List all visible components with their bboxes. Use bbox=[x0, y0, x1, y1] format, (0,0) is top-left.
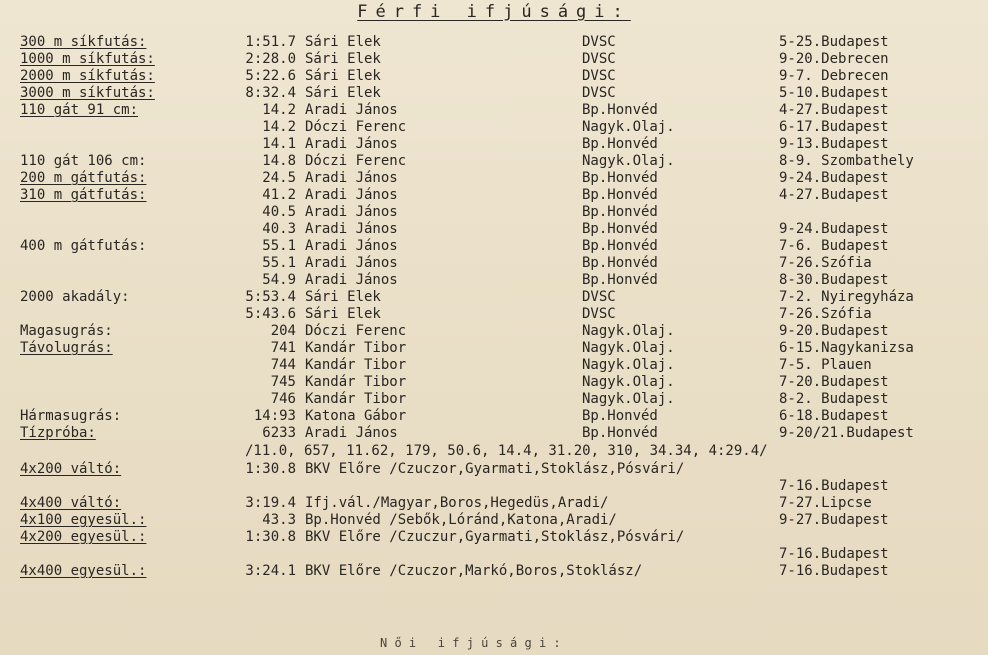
club-name: Bp.Honvéd bbox=[582, 272, 658, 288]
date-place: 7-26.Szófia bbox=[779, 306, 872, 322]
club-name: Bp.Honvéd bbox=[582, 204, 658, 220]
date-place: 7-16.Budapest bbox=[779, 563, 889, 579]
athlete-name: Aradi János bbox=[305, 272, 398, 288]
date-place: 9-27.Budapest bbox=[779, 512, 889, 528]
record-row bbox=[0, 154, 988, 168]
date-place: 9-13.Budapest bbox=[779, 136, 889, 152]
athlete-name: Aradi János bbox=[305, 204, 398, 220]
date-place: 9-20/21.Budapest bbox=[779, 425, 914, 441]
event-label: Hármasugrás: bbox=[20, 408, 122, 424]
result-value: 1:51.7 bbox=[245, 34, 296, 50]
club-name: Bp.Honvéd bbox=[582, 170, 658, 186]
result-value: 55.1 bbox=[262, 255, 296, 271]
event-label: Tízpróba: bbox=[20, 425, 96, 441]
relay-event-label: 4x400 egyesül.: bbox=[20, 563, 147, 579]
record-row bbox=[0, 171, 988, 185]
athlete-name: Kandár Tibor bbox=[305, 374, 407, 390]
club-name: DVSC bbox=[582, 34, 616, 50]
event-label: 110 gát 106 cm: bbox=[20, 153, 147, 169]
relay-result: 1:30.8 bbox=[245, 461, 296, 477]
athlete-name: Dóczi Ferenc bbox=[305, 153, 407, 169]
date-place: 9-24.Budapest bbox=[779, 221, 889, 237]
relay-row bbox=[0, 513, 988, 527]
club-name: Nagyk.Olaj. bbox=[582, 153, 675, 169]
date-place: 8-30.Budapest bbox=[779, 272, 889, 288]
athlete-name: Aradi János bbox=[305, 187, 398, 203]
athlete-name: Sári Elek bbox=[305, 306, 381, 322]
relay-team: BKV Előre /Czuczor,Markó,Boros,Stoklász/ bbox=[305, 563, 643, 579]
date-place: 4-27.Budapest bbox=[779, 102, 889, 118]
record-row bbox=[0, 222, 988, 236]
result-value: 2:28.0 bbox=[245, 51, 296, 67]
athlete-name: Sári Elek bbox=[305, 34, 381, 50]
relay-result: 3:24.1 bbox=[245, 563, 296, 579]
date-place: 7-27.Lipcse bbox=[779, 495, 872, 511]
club-name: Bp.Honvéd bbox=[582, 238, 658, 254]
record-row bbox=[0, 52, 988, 66]
section-title: Férfi ifjúsági: bbox=[357, 2, 631, 22]
event-label: 110 gát 91 cm: bbox=[20, 102, 139, 118]
athlete-name: Aradi János bbox=[305, 238, 398, 254]
athlete-name: Dóczi Ferenc bbox=[305, 323, 407, 339]
date-place: 7-16.Budapest bbox=[779, 478, 889, 494]
event-label: 300 m síkfutás: bbox=[20, 34, 147, 50]
club-name: Bp.Honvéd bbox=[582, 255, 658, 271]
date-place: 7-2. Nyiregyháza bbox=[779, 289, 914, 305]
result-value: 741 bbox=[270, 340, 296, 356]
relay-event-label: 4x400 váltó: bbox=[20, 495, 122, 511]
club-name: Bp.Honvéd bbox=[582, 136, 658, 152]
club-name: Nagyk.Olaj. bbox=[582, 119, 675, 135]
club-name: Bp.Honvéd bbox=[582, 102, 658, 118]
next-section-fragment: N ő i i f j ú s á g i : bbox=[380, 636, 561, 650]
date-place: 7-16.Budapest bbox=[779, 546, 889, 562]
relay-team: BKV Előre /Czuczur,Gyarmati,Stoklász,Pósvári/ bbox=[305, 529, 685, 545]
date-place: 9-20.Debrecen bbox=[779, 51, 889, 67]
relay-event-label: 4x200 egyesül.: bbox=[20, 529, 147, 545]
relay-row bbox=[0, 479, 988, 493]
club-name: DVSC bbox=[582, 51, 616, 67]
record-row bbox=[0, 307, 988, 321]
date-place: 7-20.Budapest bbox=[779, 374, 889, 390]
athlete-name: Katona Gábor bbox=[305, 408, 407, 424]
date-place: 7-26.Szófia bbox=[779, 255, 872, 271]
result-value: 744 bbox=[270, 357, 296, 373]
record-row bbox=[0, 239, 988, 253]
result-value: 14:93 bbox=[253, 408, 296, 424]
record-row bbox=[0, 358, 988, 372]
relay-team: BKV Előre /Czuczor,Gyarmati,Stoklász,Pósvári/ bbox=[305, 461, 685, 477]
club-name: Nagyk.Olaj. bbox=[582, 340, 675, 356]
result-value: 6233 bbox=[262, 425, 296, 441]
date-place: 9-24.Budapest bbox=[779, 170, 889, 186]
event-label: 2000 akadály: bbox=[20, 289, 130, 305]
athlete-name: Aradi János bbox=[305, 102, 398, 118]
club-name: Bp.Honvéd bbox=[582, 408, 658, 424]
record-row bbox=[0, 205, 988, 219]
date-place: 9-20.Budapest bbox=[779, 323, 889, 339]
event-label: Magasugrás: bbox=[20, 323, 113, 339]
result-value: 8:32.4 bbox=[245, 85, 296, 101]
club-name: Bp.Honvéd bbox=[582, 221, 658, 237]
relay-team: Bp.Honvéd /Sebők,Lóránd,Katona,Aradi/ bbox=[305, 512, 617, 528]
record-row bbox=[0, 188, 988, 202]
date-place: 8-2. Budapest bbox=[779, 391, 889, 407]
decathlon-splits-row bbox=[0, 444, 988, 458]
result-value: 41.2 bbox=[262, 187, 296, 203]
result-value: 204 bbox=[270, 323, 296, 339]
athlete-name: Sári Elek bbox=[305, 85, 381, 101]
result-value: 40.3 bbox=[262, 221, 296, 237]
athlete-name: Aradi János bbox=[305, 425, 398, 441]
club-name: Nagyk.Olaj. bbox=[582, 357, 675, 373]
date-place: 8-9. Szombathely bbox=[779, 153, 914, 169]
club-name: Bp.Honvéd bbox=[582, 425, 658, 441]
athlete-name: Kandár Tibor bbox=[305, 357, 407, 373]
result-value: 5:53.4 bbox=[245, 289, 296, 305]
relay-team: Ifj.vál./Magyar,Boros,Hegedüs,Aradi/ bbox=[305, 495, 609, 511]
club-name: Nagyk.Olaj. bbox=[582, 323, 675, 339]
athlete-name: Aradi János bbox=[305, 221, 398, 237]
relay-result: 1:30.8 bbox=[245, 529, 296, 545]
record-row bbox=[0, 137, 988, 151]
club-name: Nagyk.Olaj. bbox=[582, 391, 675, 407]
record-row bbox=[0, 324, 988, 338]
athlete-name: Sári Elek bbox=[305, 289, 381, 305]
event-label: 1000 m síkfutás: bbox=[20, 51, 155, 67]
date-place: 4-27.Budapest bbox=[779, 187, 889, 203]
relay-row bbox=[0, 547, 988, 561]
result-value: 54.9 bbox=[262, 272, 296, 288]
record-row bbox=[0, 256, 988, 270]
record-row bbox=[0, 273, 988, 287]
record-row bbox=[0, 120, 988, 134]
record-row bbox=[0, 392, 988, 406]
result-value: 14.2 bbox=[262, 102, 296, 118]
relay-event-label: 4x100 egyesül.: bbox=[20, 512, 147, 528]
record-row bbox=[0, 290, 988, 304]
record-row bbox=[0, 35, 988, 49]
result-value: 5:22.6 bbox=[245, 68, 296, 84]
result-value: 14.2 bbox=[262, 119, 296, 135]
relay-result: 43.3 bbox=[262, 512, 296, 528]
relay-row bbox=[0, 564, 988, 578]
athlete-name: Dóczi Ferenc bbox=[305, 119, 407, 135]
club-name: DVSC bbox=[582, 289, 616, 305]
record-row bbox=[0, 341, 988, 355]
date-place: 5-10.Budapest bbox=[779, 85, 889, 101]
result-value: 40.5 bbox=[262, 204, 296, 220]
relay-event-label: 4x200 váltó: bbox=[20, 461, 122, 477]
result-value: 746 bbox=[270, 391, 296, 407]
date-place: 5-25.Budapest bbox=[779, 34, 889, 50]
result-value: 745 bbox=[270, 374, 296, 390]
event-label: Távolugrás: bbox=[20, 340, 113, 356]
date-place: 7-6. Budapest bbox=[779, 238, 889, 254]
date-place: 6-18.Budapest bbox=[779, 408, 889, 424]
record-row bbox=[0, 69, 988, 83]
athlete-name: Aradi János bbox=[305, 255, 398, 271]
record-row bbox=[0, 409, 988, 423]
record-row bbox=[0, 86, 988, 100]
athlete-name: Aradi János bbox=[305, 136, 398, 152]
club-name: DVSC bbox=[582, 85, 616, 101]
date-place: 7-5. Plauen bbox=[779, 357, 872, 373]
record-row bbox=[0, 426, 988, 440]
result-value: 14.8 bbox=[262, 153, 296, 169]
relay-result: 3:19.4 bbox=[245, 495, 296, 511]
result-value: 5:43.6 bbox=[245, 306, 296, 322]
record-row bbox=[0, 103, 988, 117]
event-label: 200 m gátfutás: bbox=[20, 170, 147, 186]
event-label: 3000 m síkfutás: bbox=[20, 85, 155, 101]
relay-row bbox=[0, 530, 988, 544]
athlete-name: Kandár Tibor bbox=[305, 391, 407, 407]
event-label: 400 m gátfutás: bbox=[20, 238, 147, 254]
club-name: Bp.Honvéd bbox=[582, 187, 658, 203]
date-place: 6-15.Nagykanizsa bbox=[779, 340, 914, 356]
relay-row bbox=[0, 462, 988, 476]
date-place: 9-7. Debrecen bbox=[779, 68, 889, 84]
record-row bbox=[0, 375, 988, 389]
decathlon-splits: /11.0, 657, 11.62, 179, 50.6, 14.4, 31.20, 310, 34.34, 4:29.4/ bbox=[245, 443, 768, 459]
athlete-name: Aradi János bbox=[305, 170, 398, 186]
result-value: 14.1 bbox=[262, 136, 296, 152]
athlete-name: Kandár Tibor bbox=[305, 340, 407, 356]
club-name: DVSC bbox=[582, 68, 616, 84]
date-place: 6-17.Budapest bbox=[779, 119, 889, 135]
event-label: 2000 m síkfutás: bbox=[20, 68, 155, 84]
club-name: DVSC bbox=[582, 306, 616, 322]
athlete-name: Sári Elek bbox=[305, 68, 381, 84]
event-label: 310 m gátfutás: bbox=[20, 187, 147, 203]
relay-row bbox=[0, 496, 988, 510]
athlete-name: Sári Elek bbox=[305, 51, 381, 67]
result-value: 55.1 bbox=[262, 238, 296, 254]
result-value: 24.5 bbox=[262, 170, 296, 186]
club-name: Nagyk.Olaj. bbox=[582, 374, 675, 390]
